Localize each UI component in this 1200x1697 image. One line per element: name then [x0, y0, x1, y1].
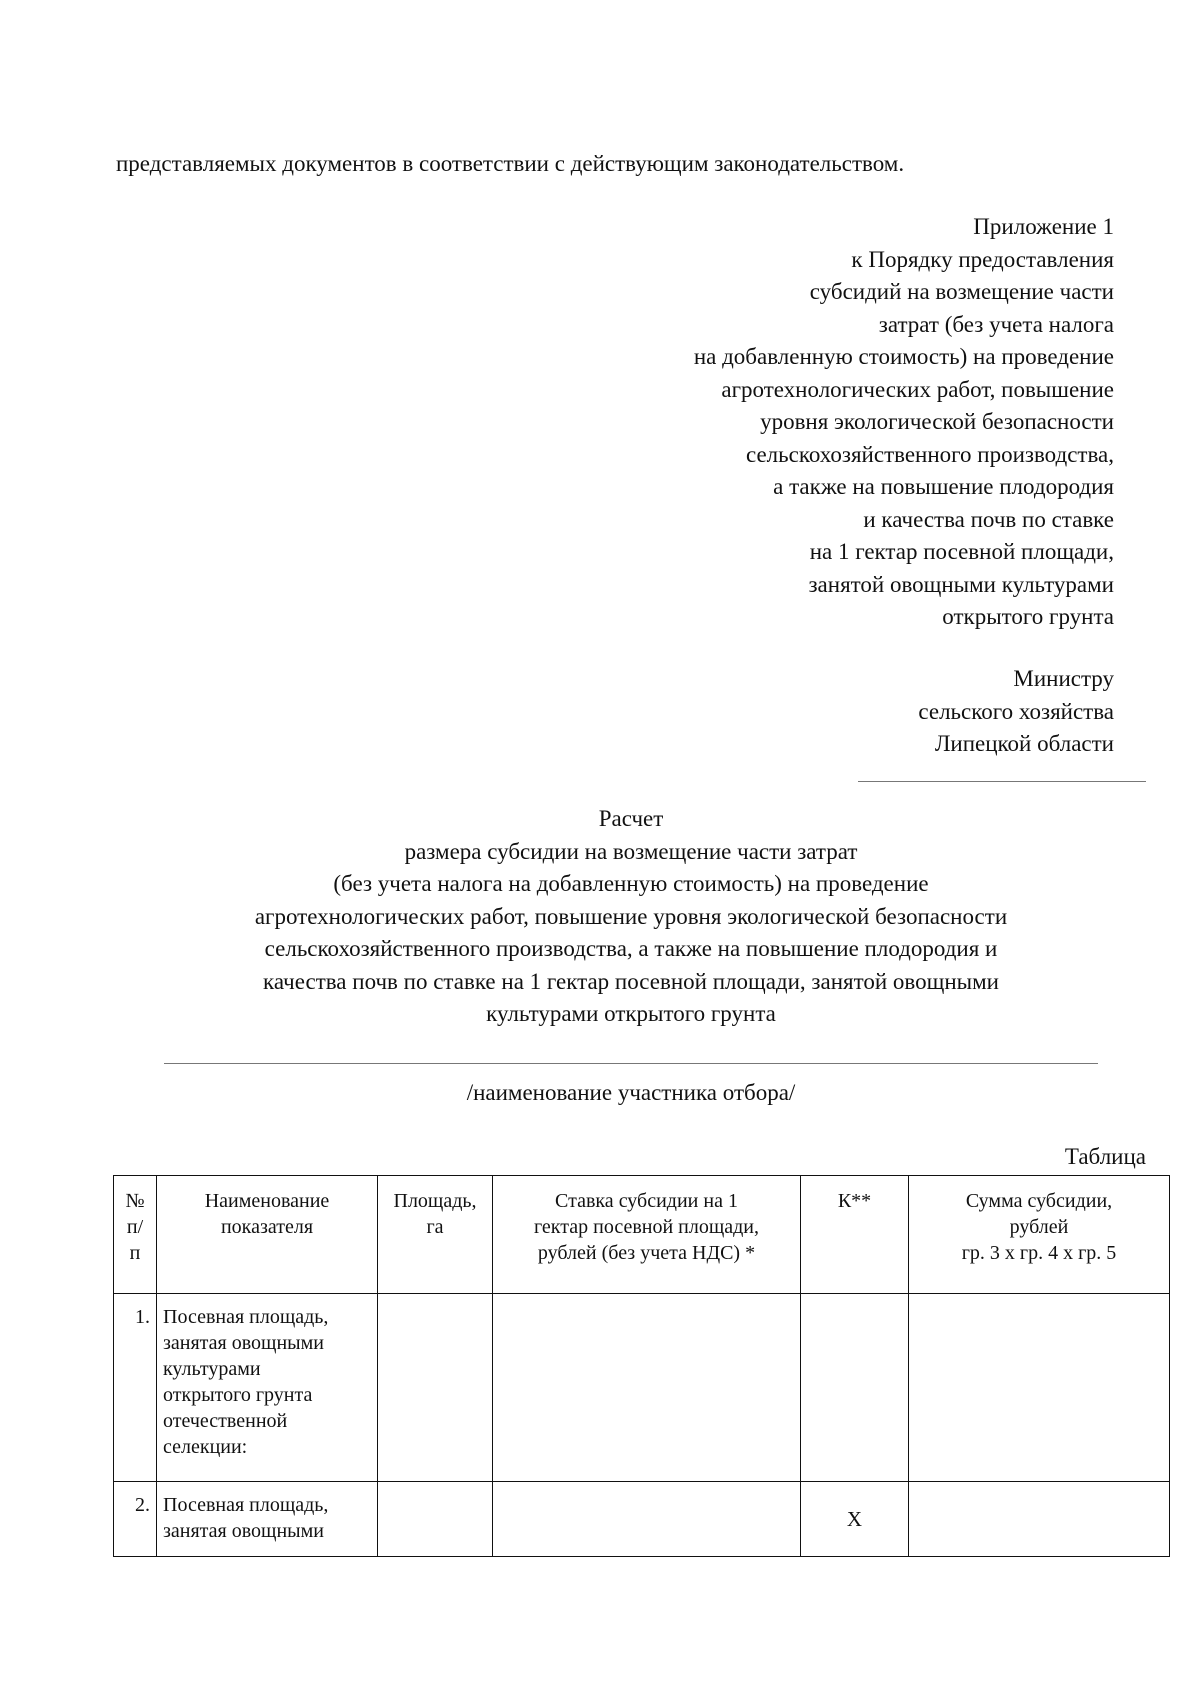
appendix-line: а также на повышение плодородия — [773, 474, 1114, 499]
appendix-line: к Порядку предоставления — [851, 246, 1114, 272]
header-text: № — [125, 1190, 145, 1212]
appendix-line: Приложение 1 — [973, 214, 1114, 239]
row-sum-cell — [909, 1482, 1170, 1557]
table-row — [114, 1482, 1170, 1557]
intro-text: представляемых документов в соответствии с действующим законодательством. — [116, 151, 905, 176]
title-line: агротехнологических работ, повышение уровня экологической безопасности — [254, 903, 1008, 929]
header-cell-area — [378, 1176, 493, 1294]
row-name-line: занятая овощными — [163, 1520, 324, 1542]
row-k-cell — [801, 1294, 909, 1482]
participant-name-caption: /наименование участника отбора/ — [466, 1080, 796, 1105]
header-text: К** — [837, 1190, 872, 1212]
row-name-line: Посевная площадь, — [163, 1306, 329, 1328]
header-text: рублей — [1009, 1216, 1069, 1238]
header-text: Сумма субсидии, — [965, 1190, 1113, 1212]
row-rate-cell — [493, 1482, 801, 1557]
addressee-line: сельского хозяйства — [918, 698, 1114, 724]
document-title — [116, 803, 1146, 1031]
row-name-line: Посевная площадь, — [163, 1494, 329, 1516]
title-line: качества почв по ставке на 1 гектар посевной площади, занятой овощными — [263, 968, 999, 994]
header-text: гектар посевной площади, — [533, 1216, 760, 1238]
addressee-line: Министру — [1013, 666, 1114, 691]
participant-name-blank-line — [164, 1063, 1098, 1064]
addressee-line: Липецкой области — [934, 731, 1114, 756]
appendix-line: субсидий на возмещение части — [809, 279, 1114, 304]
table-header-row — [114, 1176, 1170, 1294]
appendix-line: занятой овощными культурами — [808, 571, 1114, 597]
appendix-line: на добавленную стоимость) на проведение — [693, 344, 1114, 369]
subsidy-calculation-table — [113, 1175, 1170, 1557]
signature-blank-line — [858, 781, 1146, 782]
row-k-cell — [801, 1482, 909, 1557]
header-cell-k — [801, 1176, 909, 1294]
row-indicator-name — [157, 1294, 378, 1482]
appendix-line: сельскохозяйственного производства, — [745, 441, 1114, 467]
header-cell-rate — [493, 1176, 801, 1294]
row-area-cell — [378, 1482, 493, 1557]
row-name-line: культурами — [163, 1358, 261, 1380]
appendix-line: затрат (без учета налога — [878, 311, 1114, 337]
header-text: гр. 3 x гр. 4 x гр. 5 — [961, 1242, 1117, 1264]
header-text: п — [129, 1242, 141, 1264]
appendix-line: открытого грунта — [942, 604, 1114, 629]
row-sum-cell — [909, 1294, 1170, 1482]
row-area-cell — [378, 1294, 493, 1482]
header-text: п/ — [126, 1216, 144, 1238]
row-indicator-name — [157, 1482, 378, 1557]
header-text: Наименование — [204, 1190, 330, 1212]
addressee-block — [918, 663, 1114, 761]
table-row — [114, 1294, 1170, 1482]
row-name-line: селекции: — [163, 1436, 248, 1458]
row-name-line: открытого грунта — [163, 1384, 313, 1406]
row-rate-cell — [493, 1294, 801, 1482]
appendix-line: и качества почв по ставке — [863, 506, 1114, 532]
appendix-line: на 1 гектар посевной площади, — [809, 539, 1114, 564]
row-number: 2. — [114, 1482, 157, 1557]
appendix-header — [694, 211, 1114, 634]
header-cell-number — [114, 1176, 157, 1294]
header-text: Ставка субсидии на 1 — [555, 1190, 738, 1212]
header-text: га — [426, 1216, 444, 1238]
header-text: Площадь, — [393, 1190, 477, 1212]
row-k-mark: X — [846, 1507, 863, 1531]
row-name-line: занятая овощными — [163, 1332, 324, 1354]
header-text: показателя — [220, 1216, 314, 1238]
table-label: Таблица — [1064, 1144, 1146, 1169]
title-line: культурами открытого грунта — [486, 1001, 776, 1026]
header-cell-name — [157, 1176, 378, 1294]
appendix-line: уровня экологической безопасности — [760, 409, 1114, 434]
header-cell-sum — [909, 1176, 1170, 1294]
row-number: 1. — [114, 1294, 157, 1482]
row-name-line: отечественной — [163, 1410, 288, 1432]
appendix-line: агротехнологических работ, повышение — [721, 376, 1114, 402]
header-text: рублей (без учета НДС) * — [537, 1242, 756, 1264]
title-line: (без учета налога на добавленную стоимость) на проведение — [333, 871, 929, 896]
title-line: Расчет — [598, 806, 664, 831]
title-line: сельскохозяйственного производства, а также на повышение плодородия и — [264, 936, 998, 961]
title-line: размера субсидии на возмещение части затрат — [404, 838, 858, 864]
